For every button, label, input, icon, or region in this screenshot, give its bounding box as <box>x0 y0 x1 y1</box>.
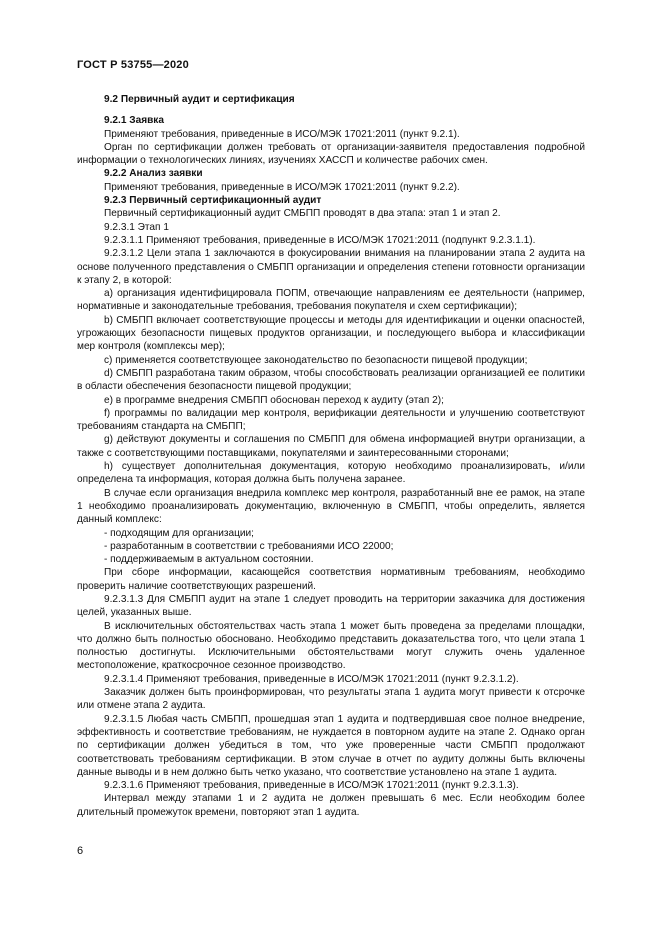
list-item: h) существует дополнительная документация, которую необходимо проанализировать, и/или определена та информация, которая должна быть получена заранее. <box>77 461 585 486</box>
paragraph: Применяют требования, приведенные в ИСО/МЭК 17021:2011 (пункт 9.2.2). <box>104 181 460 193</box>
list-item: f) программы по валидации мер контроля, верификации деятельности и улучшению соответствуют требованиям стандарта на СМБПП; <box>77 407 585 433</box>
paragraph: Применяют требования, приведенные в ИСО/МЭК 17021:2011 (пункт 9.2.1). <box>104 128 460 140</box>
paragraph: В случае если организация внедрила комплекс мер контроля, разработанный вне ее рамок, на этапе 1 необходимо проанализировать документацию, включенную в СМБПП, чтобы определить, является данный комплекс: <box>77 487 585 526</box>
dash-item: - поддерживаемым в актуальном состоянии. <box>104 554 314 566</box>
list-item: a) организация идентифицировала ПОПМ, отвечающие направлениям ее деятельности (например, нормативные и законодательные требования, требования покупателя и схем сертификации); <box>77 288 585 313</box>
page-number: 6 <box>77 845 84 857</box>
paragraph: Орган по сертификации должен требовать от организации-заявителя предоставления подробной информации о технологических линиях, изучениях ХАССП и количестве рабочих смен. <box>77 141 585 167</box>
list-item: b) СМБПП включает соответствующие процессы и методы для идентификации и оценки опасностей, угрожающих безопасности пищевых продуктов организации, и последующего выбора и классификации мер контроля (комплексы мер); <box>77 314 585 353</box>
paragraph: 9.2.3.1.3 Для СМБПП аудит на этапе 1 следует проводить на территории заказчика для достижения целей, указанных выше. <box>77 593 585 619</box>
section-heading: 9.2 Первичный аудит и сертификация <box>104 94 295 105</box>
paragraph: 9.2.3.1.2 Цели этапа 1 заключаются в фокусировании внимания на планировании этапа 2 аудита на основе полученного представления о СМБПП организации и определения степени готовности организации к этапу 2, в которой: <box>77 248 585 286</box>
dash-item: - разработанным в соответствии с требованиями ИСО 22000; <box>104 540 394 552</box>
paragraph: 9.2.3.1.5 Любая часть СМБПП, прошедшая этап 1 аудита и подтвердившая свое полное внедрение, эффективность и соответствие требованиям, не нуждается в повторном аудите на этапе 2. Однако орган по сертификации должен убедиться в том, что уже проверенные части СМБПП продолжают соответствовать требованиям сертификации. В этом случае в отчет по аудиту должны быть включены данные выводы и в нем должно быть четко указано, что соответствие установлено на этапе 1 аудита. <box>77 713 585 778</box>
subsection-heading: 9.2.3 Первичный сертификационный аудит <box>104 195 322 207</box>
paragraph: 9.2.3.1.6 Применяют требования, приведенные в ИСО/МЭК 17021:2011 (пункт 9.2.3.1.3). <box>104 780 519 792</box>
paragraph: Первичный сертификационный аудит СМБПП проводят в два этапа: этап 1 и этап 2. <box>104 208 501 220</box>
list-item: g) действуют документы и соглашения по СМБПП для обмена информацией внутри организации, а также с соответствующими поставщиками, покупателями и заинтересованными сторонами; <box>77 434 585 459</box>
dash-item: - подходящим для организации; <box>104 527 254 539</box>
list-item: c) применяется соответствующее законодательство по безопасности пищевой продукции; <box>104 354 528 366</box>
paragraph: Заказчик должен быть проинформирован, что результаты этапа 1 аудита могут привести к отсрочке или отмене этапа 2 аудита. <box>77 687 585 712</box>
list-item: e) в программе внедрения СМБПП обоснован переход к аудиту (этап 2); <box>104 394 444 406</box>
paragraph: 9.2.3.1.1 Применяют требования, приведенные в ИСО/МЭК 17021:2011 (подпункт 9.2.3.1.1). <box>104 234 536 246</box>
paragraph: 9.2.3.1.4 Применяют требования, приведенные в ИСО/МЭК 17021:2011 (пункт 9.2.3.1.2). <box>104 673 519 685</box>
document-body <box>77 93 585 819</box>
paragraph: Интервал между этапами 1 и 2 аудита не должен превышать 6 мес. Если необходим более длительный промежуток времени, повторяют этап 1 аудита. <box>77 793 585 818</box>
list-item: d) СМБПП разработана таким образом, чтобы способствовать реализации организацией ее политики в области обеспечения безопасности пищевой продукции; <box>77 367 585 393</box>
subsection-heading: 9.2.1 Заявка <box>104 115 164 127</box>
paragraph: В исключительных обстоятельствах часть этапа 1 может быть проведена за пределами площадки, что должно быть полностью обосновано. Необходимо представить доказательства того, что цели этапа 1 полностью достигнуты. Исключительными обстоятельствами могут служить очень удаленное местоположение, краткосрочное сезонное производство. <box>77 620 585 672</box>
clause-heading: 9.2.3.1 Этап 1 <box>104 221 169 233</box>
standard-id-header: ГОСТ Р 53755—2020 <box>77 59 189 71</box>
paragraph: При сборе информации, касающейся соответствия нормативным требованиям, необходимо проверить наличие соответствующих разрешений. <box>77 567 585 592</box>
subsection-heading: 9.2.2 Анализ заявки <box>104 168 203 180</box>
